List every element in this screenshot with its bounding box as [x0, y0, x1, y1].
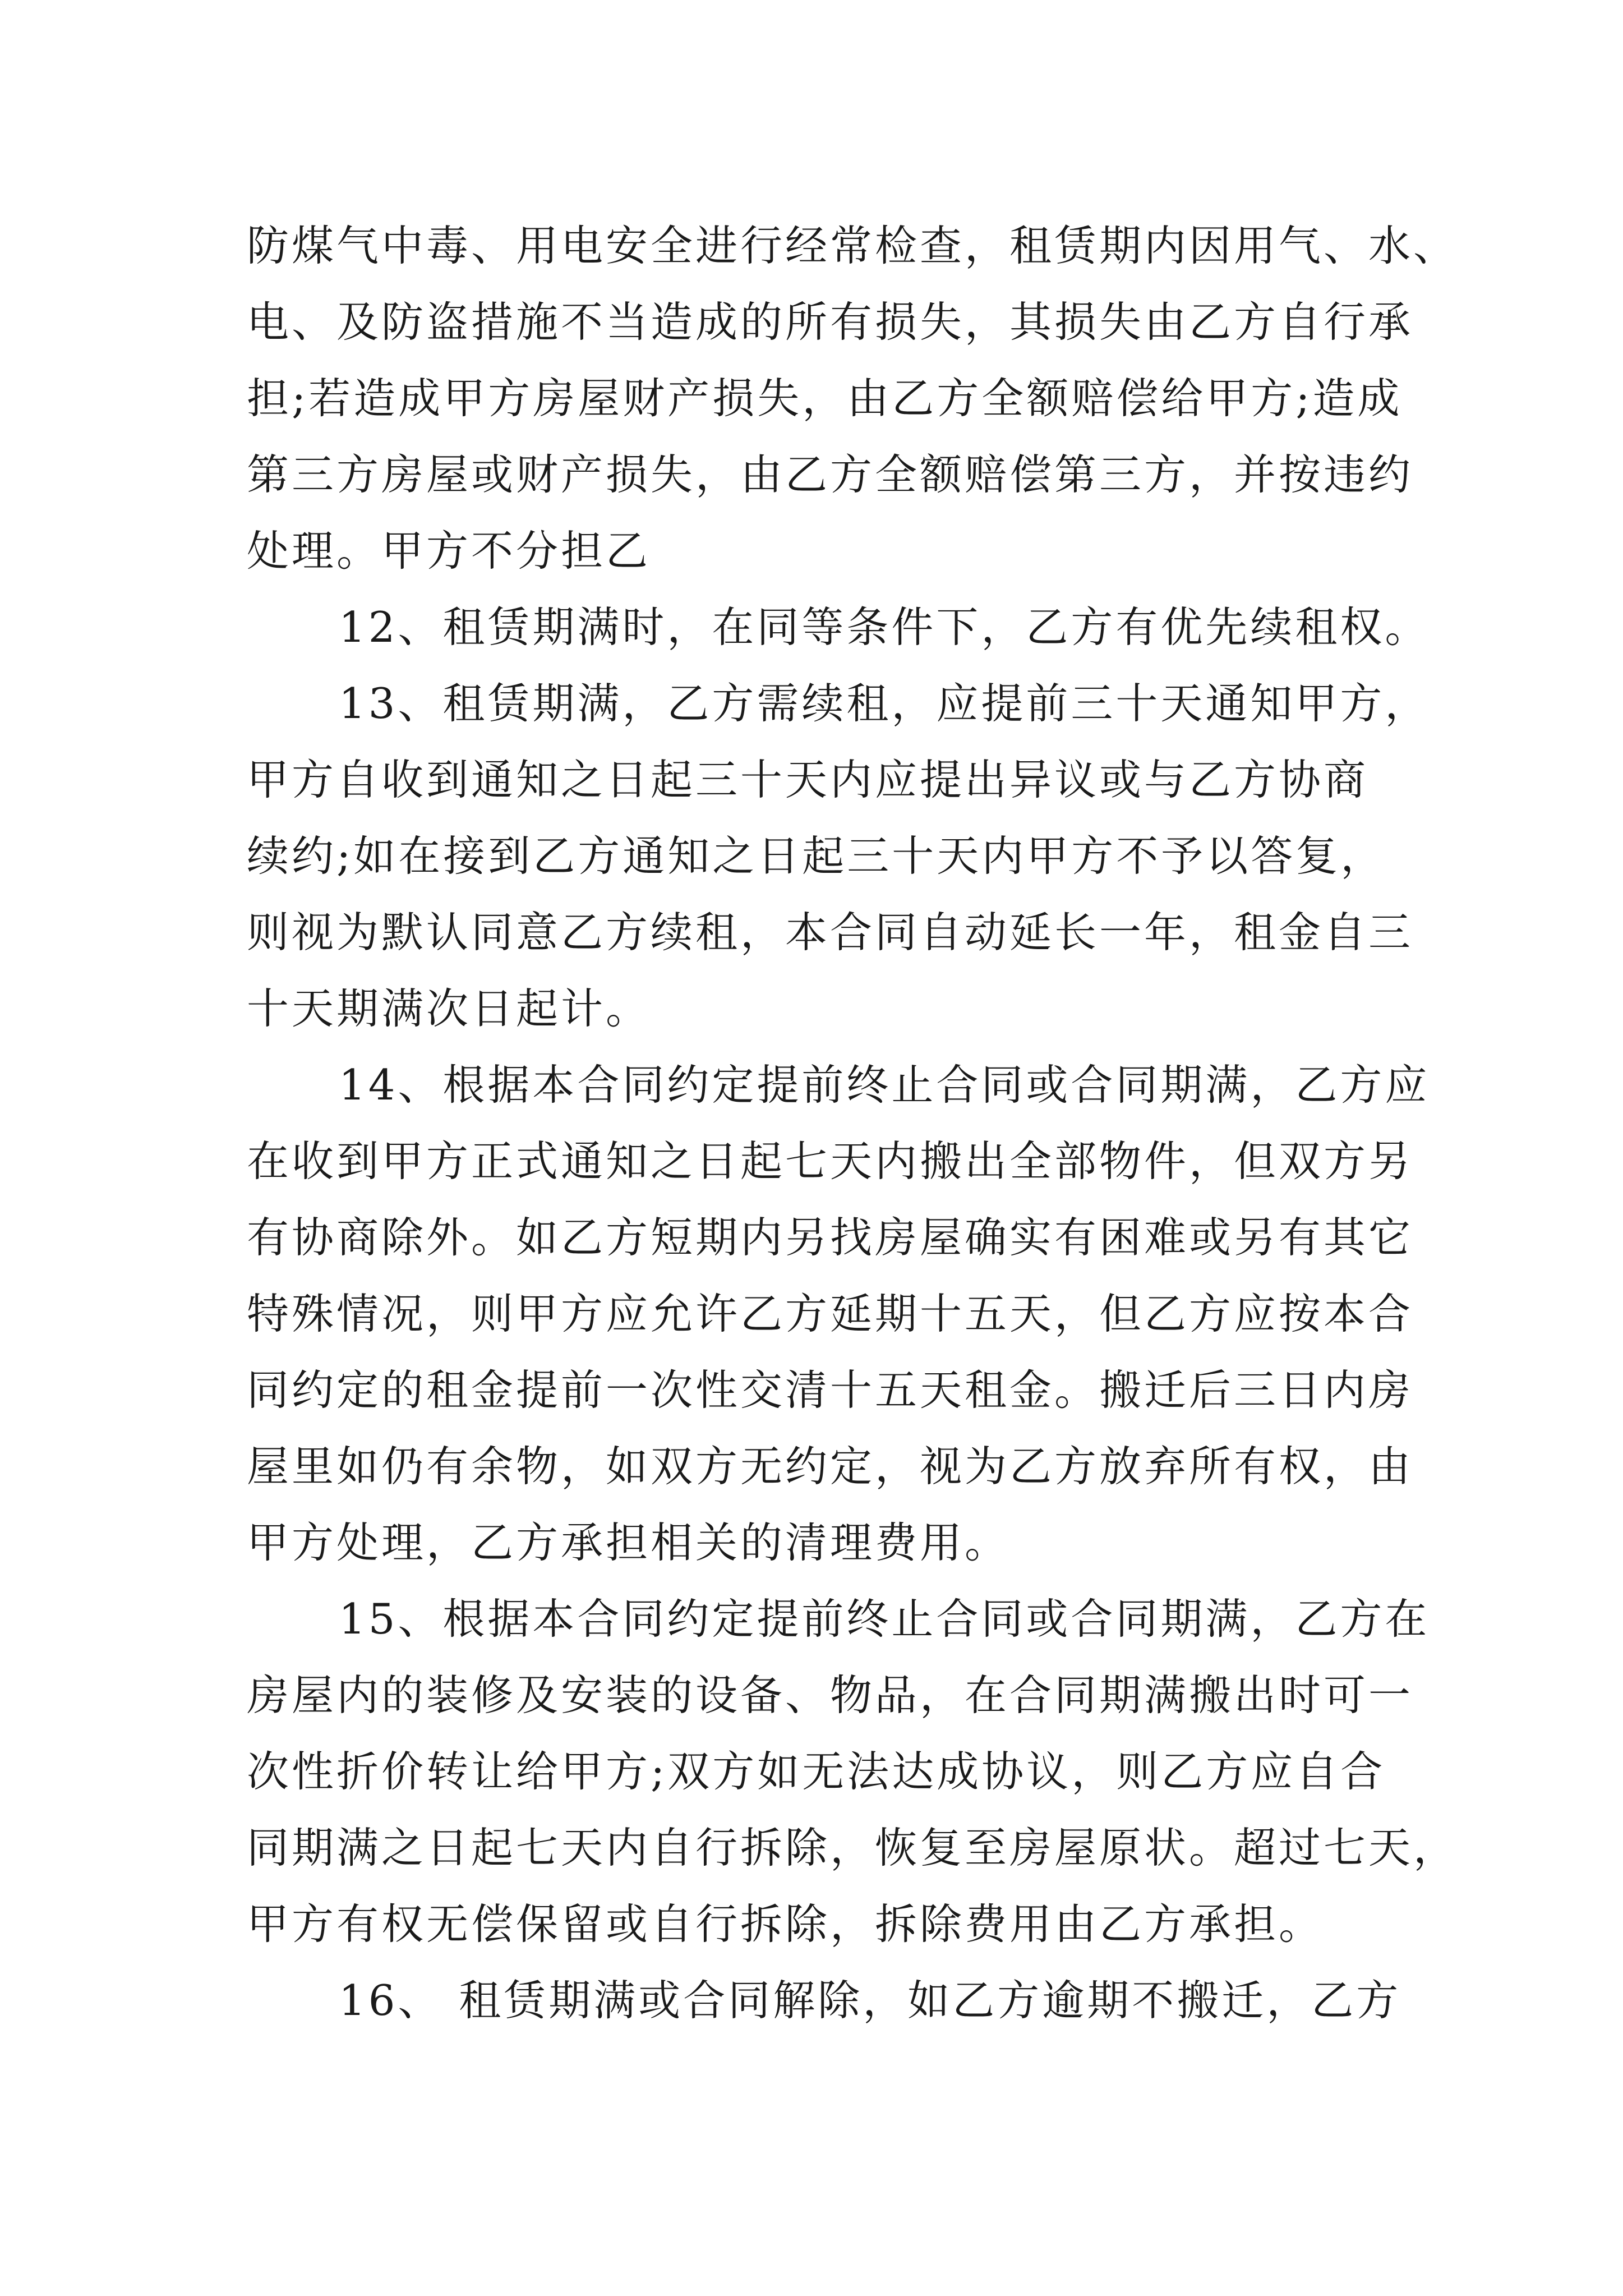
paragraph-first-line: 16、 租赁期满或合同解除，如乙方逾期不搬迁，乙方 [339, 1976, 1401, 2025]
text-line: 甲方处理，乙方承担相关的清理费用。 [247, 1518, 1010, 1567]
text-line: 十天期满次日起计。 [247, 984, 651, 1033]
paragraph-first-line: 13、租赁期满，乙方需续租，应提前三十天通知甲方， [339, 679, 1430, 728]
text-line: 甲方自收到通知之日起三十天内应提出异议或与乙方协商 [247, 755, 1369, 804]
text-line: 第三方房屋或财产损失，由乙方全额赔偿第三方，并按违约 [247, 450, 1414, 499]
contract-text-body [247, 208, 1459, 2039]
text-line: 次性折价转让给甲方;双方如无法达成协议，则乙方应自合 [247, 1747, 1386, 1796]
text-line: 处理。甲方不分担乙 [247, 526, 651, 576]
paragraph-first-line: 15、根据本合同约定提前终止合同或合同期满，乙方在 [339, 1594, 1430, 1644]
text-line: 担;若造成甲方房屋财产损失，由乙方全额赔偿给甲方;造成 [247, 374, 1403, 423]
paragraph-first-line: 12、租赁期满时，在同等条件下，乙方有优先续租权。 [339, 602, 1430, 652]
text-line: 同约定的租金提前一次性交清十五天租金。搬迁后三日内房 [247, 1365, 1414, 1415]
text-line: 屋里如仍有余物，如双方无约定，视为乙方放弃所有权，由 [247, 1442, 1414, 1491]
text-line: 电、及防盗措施不当造成的所有损失，其损失由乙方自行承 [247, 297, 1414, 347]
text-line: 特殊情况，则甲方应允许乙方延期十五天，但乙方应按本合 [247, 1289, 1414, 1338]
text-line: 甲方有权无偿保留或自行拆除，拆除费用由乙方承担。 [247, 1899, 1324, 1949]
text-line: 续约;如在接到乙方通知之日起三十天内甲方不予以答复， [247, 831, 1386, 881]
text-line: 有协商除外。如乙方短期内另找房屋确实有困难或另有其它 [247, 1213, 1414, 1262]
text-line: 则视为默认同意乙方续租，本合同自动延长一年，租金自三 [247, 908, 1414, 957]
text-line: 在收到甲方正式通知之日起七天内搬出全部物件，但双方另 [247, 1137, 1414, 1186]
text-line: 房屋内的装修及安装的设备、物品，在合同期满搬出时可一 [247, 1671, 1414, 1720]
text-line: 同期满之日起七天内自行拆除，恢复至房屋原状。超过七天， [247, 1823, 1459, 1872]
text-line: 防煤气中毒、用电安全进行经常检查，租赁期内因用气、水、 [247, 221, 1459, 270]
paragraph-first-line: 14、根据本合同约定提前终止合同或合同期满，乙方应 [339, 1060, 1430, 1110]
